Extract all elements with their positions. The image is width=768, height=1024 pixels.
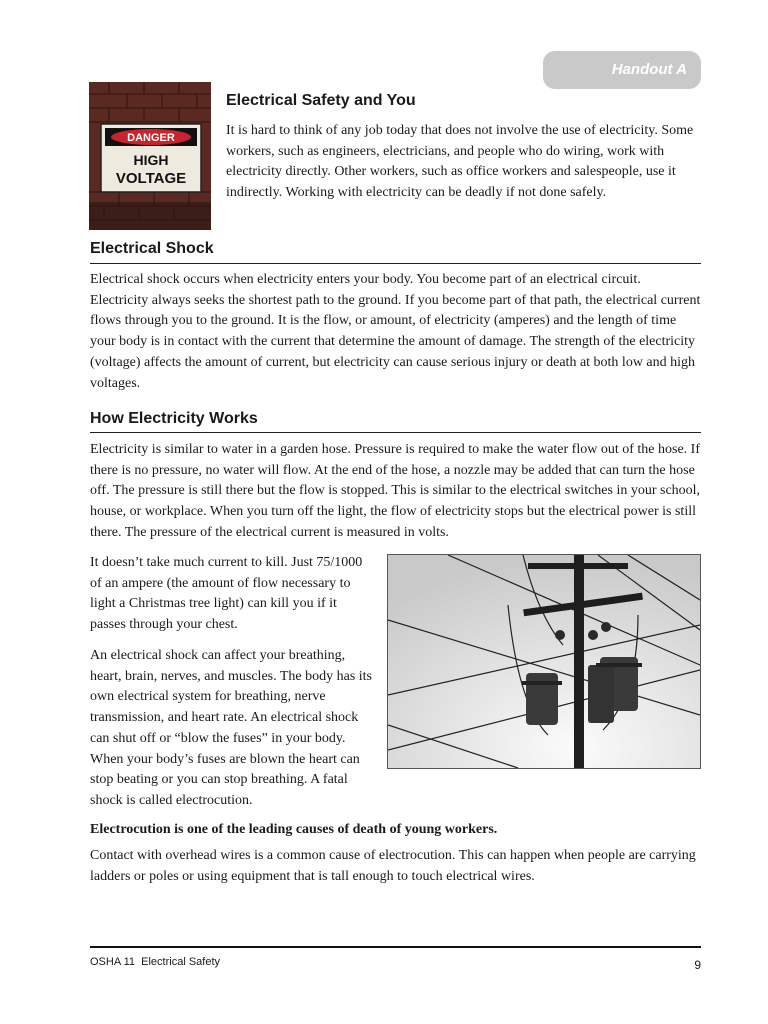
handout-badge: Handout A — [543, 51, 701, 89]
overhead-wires-paragraph: Contact with overhead wires is a common cause of electrocution. This can happen when people are carrying ladders or poles or using equipment that is tall enough to touch electrical wires. — [90, 848, 696, 884]
footer-title: OSHA 11 Electrical Safety — [90, 956, 221, 968]
electrical-shock-rule — [90, 263, 701, 264]
how-electricity-works-rule — [90, 432, 701, 433]
power-pole-image — [387, 554, 701, 769]
electrical-shock-heading: Electrical Shock — [90, 240, 214, 257]
shock-effects-paragraph: An electrical shock can affect your breathing, heart, brain, nerves, and muscles. The body has its own electrical system for breathing, nerve transmission, and heart rate. An electrical shock can shut off or “blow the fuses” in your body. When your body’s fuses are blown the heart can stop beating or you can stop breathing. A fatal shock is called electrocution. — [90, 648, 373, 808]
how-electricity-works-paragraph: Electricity is similar to water in a garden hose. Pressure is required to make the water flow out of the hose. If there is no pressure, no water will flow. At the end of the hose, a nozzle may be added that can turn the hose off. The pressure is still there but the flow is stopped. This is similar to the electrical switches in your school, house, or workplace. When you turn off the light, the flow of electricity stops but the electrical power is still there. The pressure of the electrical current is measured in volts. — [90, 442, 701, 540]
intro-paragraph: It is hard to think of any job today that does not involve the use of electricity. Some workers, such as engineers, electricians, and people who do wiring, work with electricity directly. Other workers, such as office workers and salespeople, use it indirectly. Working with electricity can be deadly if not done safely. — [226, 123, 694, 201]
footer-rule — [90, 946, 701, 948]
electrical-shock-paragraph: Electrical shock occurs when electricity enters your body. You become part of an electrical circuit. Electricity always seeks the shortest path to the ground. If you become part of that path, the electrical current flows through you to the ground. It is the flow, or amount, of electricity (amperes) and the length of time your body is in contact with the current that determine the amount of damage. The strength of the electricity (voltage) affects the amount of current, but electricity can cause serious injury or death at both low and high voltages. — [90, 272, 701, 391]
electrocution-bold-statement: Electrocution is one of the leading causes of death of young workers. — [90, 822, 498, 837]
intro-title: Electrical Safety and You — [226, 92, 416, 109]
page-number: 9 — [694, 958, 701, 972]
sign-danger-text: DANGER — [127, 132, 175, 144]
current-paragraph: It doesn’t take much current to kill. Just 75/1000 of an ampere (the amount of flow necessary to light a Christmas tree light) can kill you if it passes through your chest. — [90, 555, 363, 633]
sign-high-text: HIGH — [133, 152, 169, 168]
danger-sign-image — [89, 82, 211, 230]
sign-voltage-text: VOLTAGE — [115, 170, 187, 187]
how-electricity-works-heading: How Electricity Works — [90, 410, 258, 427]
